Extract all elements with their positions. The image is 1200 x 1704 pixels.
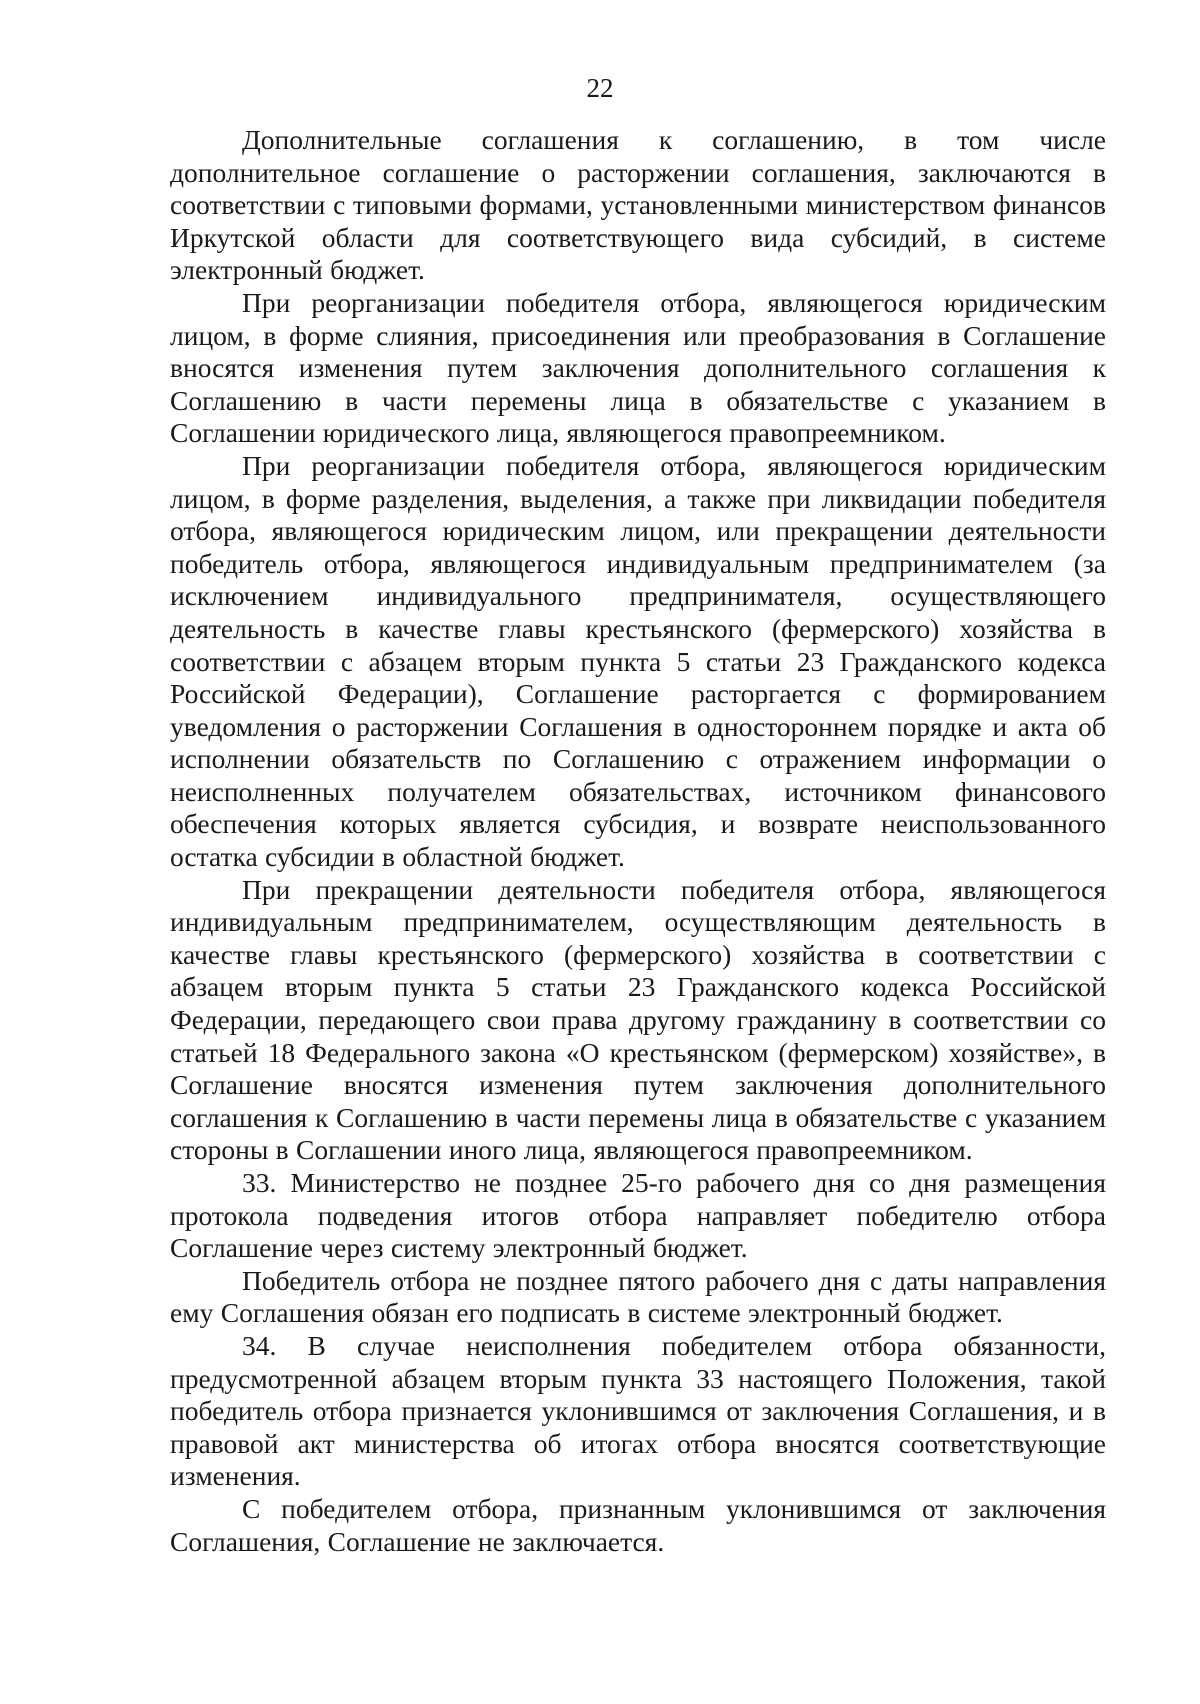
page-number: 22 (586, 73, 614, 103)
paragraph-clause-33: 33. Министерство не позднее 25-го рабочего дня со дня размещения протокола подведения итогов отбора направляет победителю отбора Соглашение через систему электронный бюджет. (170, 1167, 1106, 1264)
paragraph-signing-deadline: Победитель отбора не позднее пятого рабочего дня с даты направления ему Соглашения обязан его подписать в системе электронный бюджет. (170, 1264, 1106, 1329)
paragraph-reorganization-merger: При реорганизации победителя отбора, являющегося юридическим лицом, в форме слияния, присоединения или преобразования в Соглашение вносятся изменения путем заключения дополнительного соглашения к Соглашению в части перемены лица в обязательстве с указанием в Соглашении юридического лица, являющегося правопреемником. (170, 286, 1106, 449)
paragraph-farm-termination: При прекращении деятельности победителя отбора, являющегося индивидуальным предпринимателем, осуществляющим деятельность в качестве главы крестьянского (фермерского) хозяйства в соответствии с абзацем вторым пункта 5 статьи 23 Гражданского кодекса Российской Федерации, передающего свои права другому гражданину в соответствии со статьей 18 Федерального закона «О крестьянском (фермерском) хозяйстве», в Соглашение вносятся изменения путем заключения дополнительного соглашения к Соглашению в части перемены лица в обязательстве с указанием стороны в Соглашении иного лица, являющегося правопреемником. (170, 873, 1106, 1166)
paragraph-no-agreement: С победителем отбора, признанным уклонившимся от заключения Соглашения, Соглашение не заключается. (170, 1492, 1106, 1557)
paragraph-additional-agreements: Дополнительные соглашения к соглашению, в том числе дополнительное соглашение о расторжении соглашения, заключаются в соответствии с типовыми формами, установленными министерством финансов Иркутской области для соответствующего вида субсидий, в системе электронный бюджет. (170, 124, 1106, 286)
paragraph-clause-34: 34. В случае неисполнения победителем отбора обязанности, предусмотренной абзацем вторым пункта 33 настоящего Положения, такой победитель отбора признается уклонившимся от заключения Соглашения, и в правовой акт министерства об итогах отбора вносятся соответствующие изменения. (170, 1329, 1106, 1492)
paragraph-reorganization-division: При реорганизации победителя отбора, являющегося юридическим лицом, в форме разделения, выделения, а также при ликвидации победителя отбора, являющегося юридическим лицом, или прекращении деятельности победитель отбора, являющегося индивидуальным предпринимателем (за исключением индивидуального предпринимателя, осуществляющего деятельность в качестве главы крестьянского (фермерского) хозяйства в соответствии с абзацем вторым пункта 5 статьи 23 Гражданского кодекса Российской Федерации), Соглашение расторгается с формированием уведомления о расторжении Соглашения в одностороннем порядке и акта об исполнении обязательств по Соглашению с отражением информации о неисполненных получателем обязательствах, источником финансового обеспечения которых является субсидия, и возврате неиспользованного остатка субсидии в областной бюджет. (170, 449, 1106, 873)
document-body (170, 124, 1106, 1558)
